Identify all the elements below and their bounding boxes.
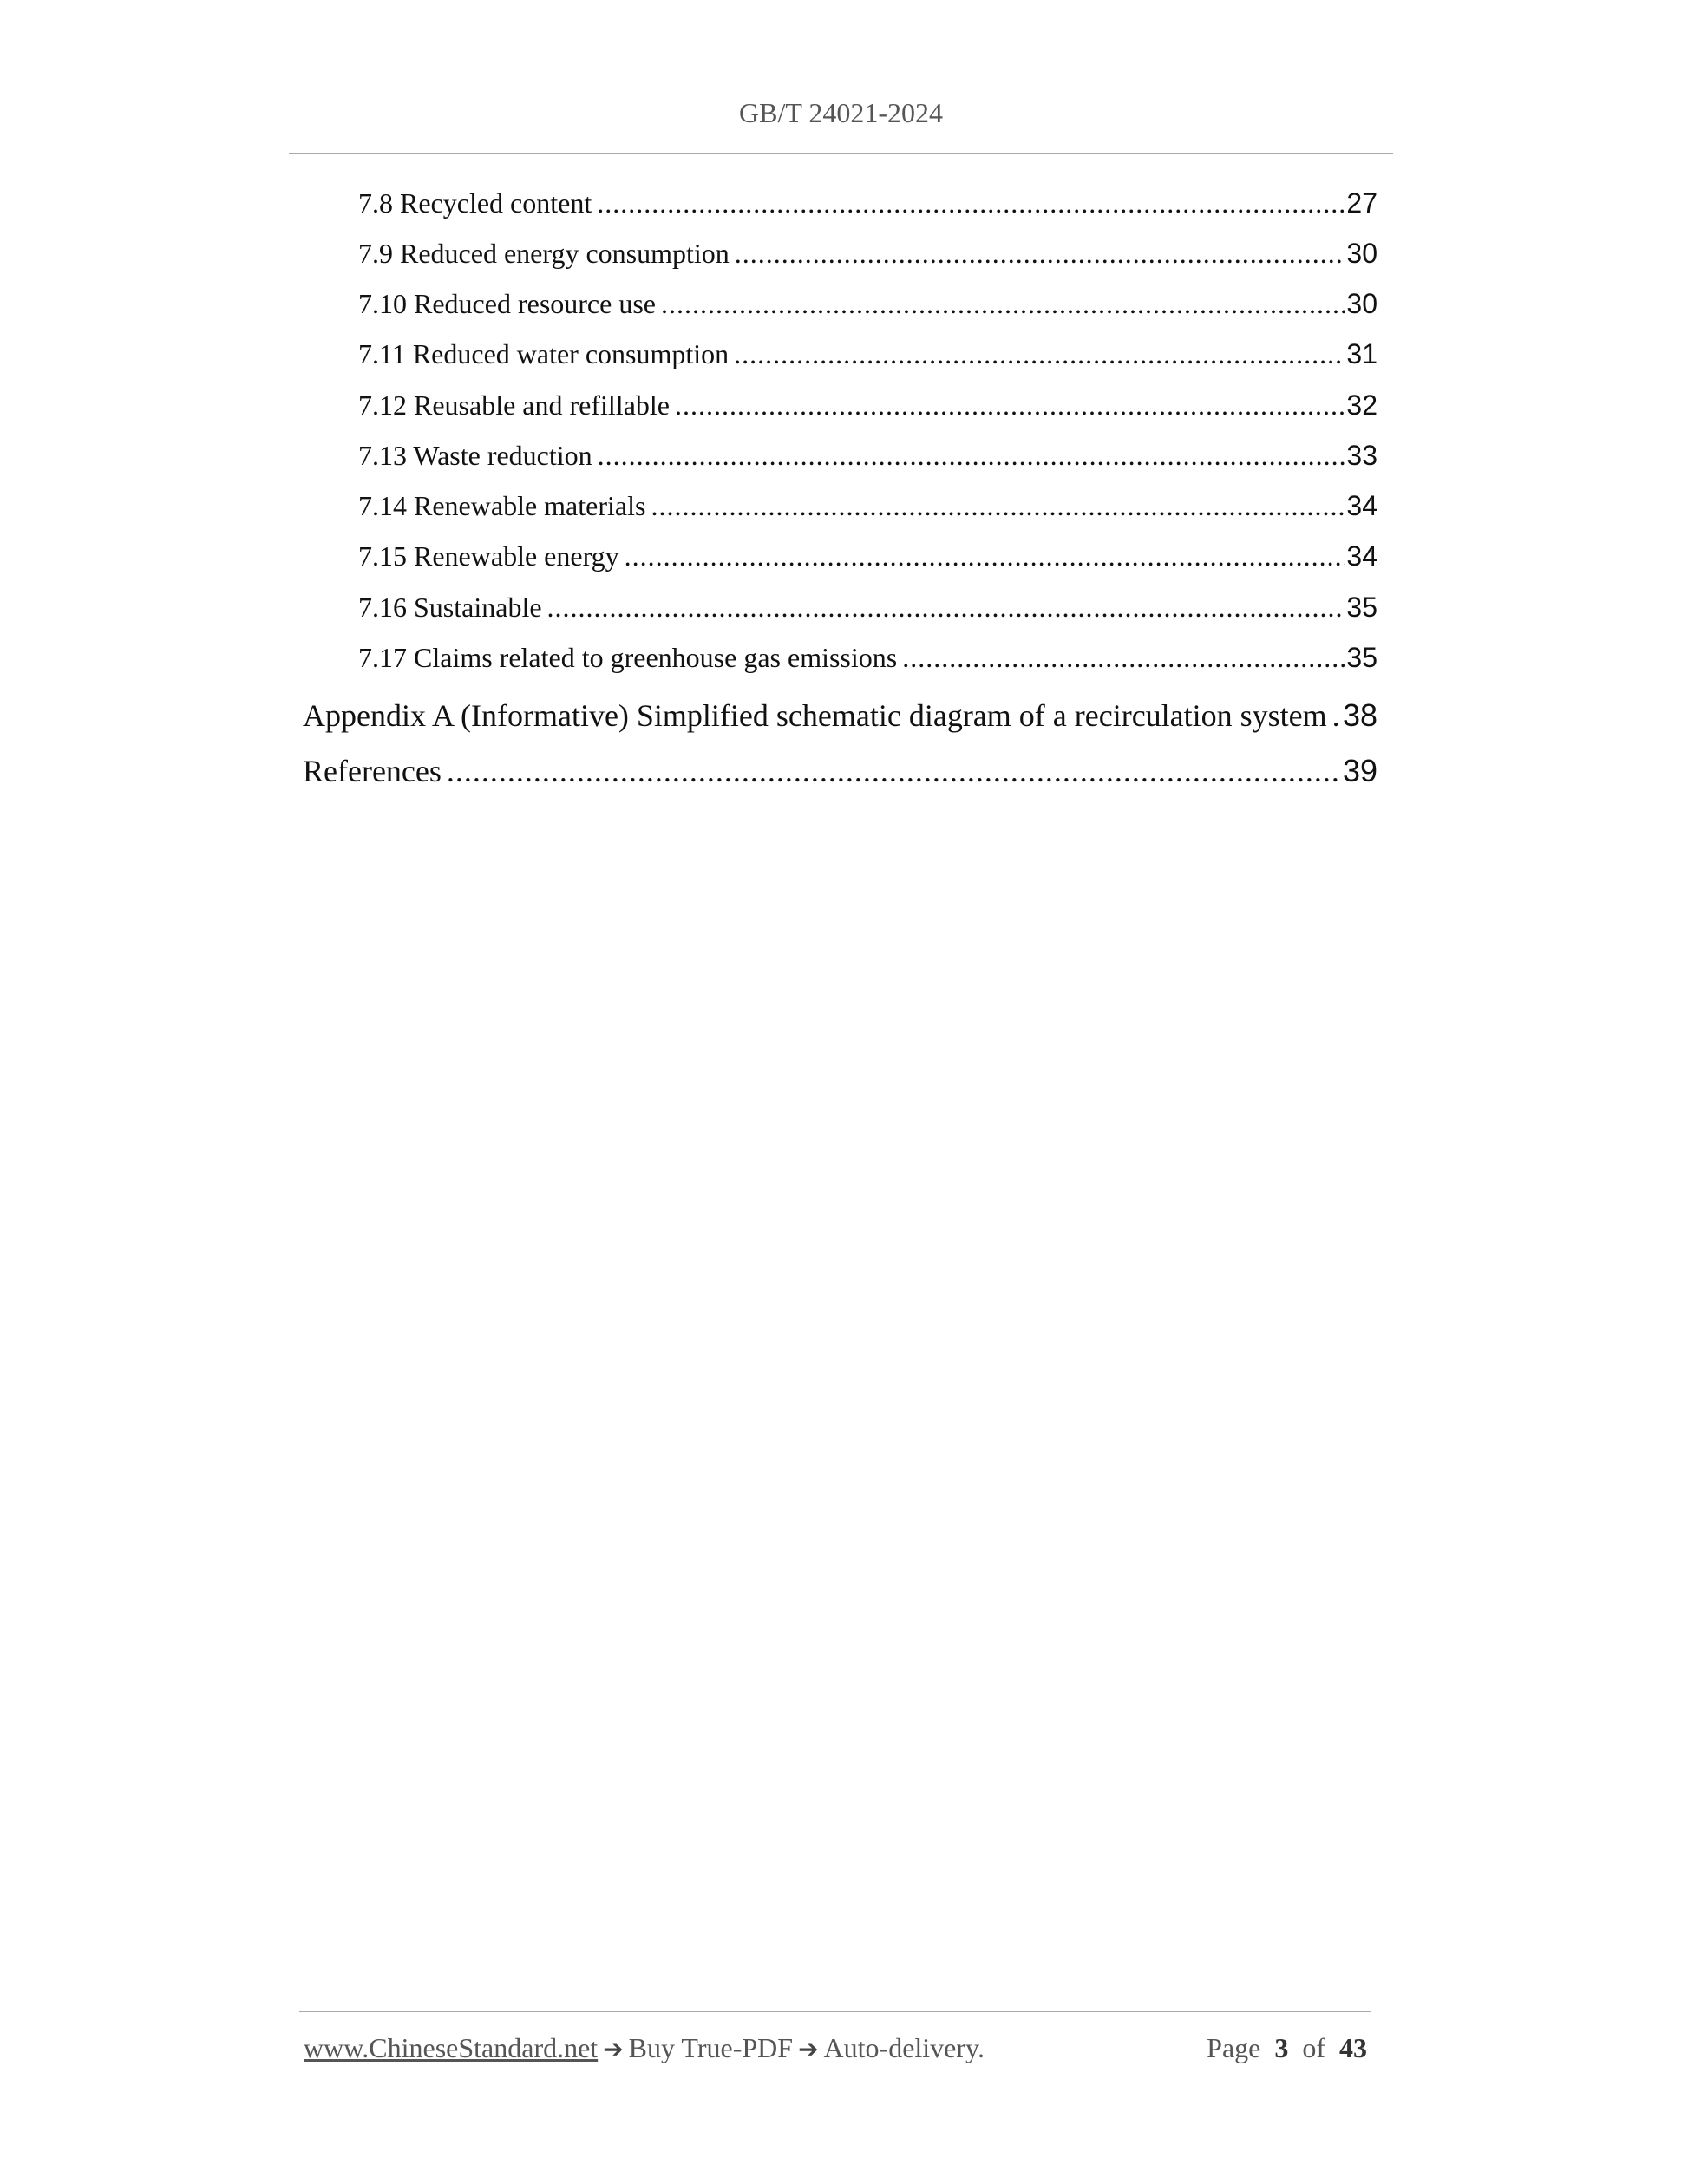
toc-leader-dots — [1332, 697, 1341, 734]
toc-entry-page: 35 — [1346, 642, 1377, 673]
toc-entry-title: 7.11 Reduced water consumption — [358, 338, 730, 369]
toc-entry-title: References — [303, 754, 442, 788]
page-current: 3 — [1274, 2032, 1289, 2063]
toc-leader-dots — [902, 642, 1345, 674]
toc-entry-title: 7.13 Waste reduction — [358, 440, 592, 471]
toc-entry-references[interactable] — [303, 753, 1377, 789]
toc-entry-7-16[interactable] — [358, 592, 1377, 624]
right-arrow-icon: ➔ — [798, 2035, 819, 2063]
toc-entry-page: 39 — [1342, 753, 1377, 788]
toc-entry-title: 7.10 Reduced resource use — [358, 288, 656, 319]
toc-entry-page: 33 — [1346, 440, 1377, 471]
toc-entry-page: 31 — [1346, 338, 1377, 369]
page-footer — [304, 2032, 1367, 2064]
of-word: of — [1302, 2032, 1325, 2063]
toc-entry-title: 7.15 Renewable energy — [358, 540, 619, 572]
toc-entry-page: 34 — [1346, 490, 1377, 521]
toc-leader-dots — [734, 338, 1345, 370]
footer-step-delivery: Auto-delivery. — [823, 2032, 985, 2063]
toc-entry-7-12[interactable] — [358, 389, 1377, 422]
toc-entry-appendix-a[interactable] — [303, 697, 1377, 734]
toc-leader-dots — [735, 238, 1345, 270]
toc-entry-7-9[interactable] — [358, 238, 1377, 270]
page-total: 43 — [1339, 2032, 1367, 2063]
toc-entry-title: 7.17 Claims related to greenhouse gas emissions — [358, 642, 898, 673]
toc-entry-page: 27 — [1346, 187, 1377, 219]
toc-entry-page: 38 — [1342, 697, 1377, 733]
site-link[interactable]: www.ChineseStandard.net — [304, 2032, 599, 2063]
footer-step-buy: Buy True-PDF — [628, 2032, 794, 2063]
toc-entry-title: 7.8 Recycled content — [358, 187, 592, 219]
toc-leader-dots — [597, 187, 1345, 219]
header-rule — [289, 153, 1393, 154]
toc-entry-title: Appendix A (Informative) Simplified schematic diagram of a recirculation system — [303, 698, 1327, 733]
toc-leader-dots — [661, 288, 1345, 320]
toc-entry-page: 35 — [1346, 592, 1377, 623]
page-word: Page — [1207, 2032, 1261, 2063]
toc-entry-page: 30 — [1346, 238, 1377, 269]
toc-entry-title: 7.14 Renewable materials — [358, 490, 646, 521]
toc-entry-7-15[interactable] — [358, 540, 1377, 572]
toc-leader-dots — [651, 490, 1345, 522]
toc-entry-title: 7.9 Reduced energy consumption — [358, 238, 730, 269]
footer-rule — [299, 2011, 1371, 2012]
toc-entry-page: 32 — [1346, 389, 1377, 421]
running-header: GB/T 24021-2024 — [739, 97, 943, 128]
toc-leader-dots — [675, 389, 1345, 422]
toc-entry-7-17[interactable] — [358, 642, 1377, 674]
toc-entry-page: 34 — [1346, 540, 1377, 572]
toc-leader-dots — [447, 753, 1341, 789]
toc-entry-title: 7.12 Reusable and refillable — [358, 389, 670, 421]
toc-entry-7-13[interactable] — [358, 440, 1377, 472]
toc-leader-dots — [547, 592, 1345, 624]
toc-entry-title: 7.16 Sustainable — [358, 592, 542, 623]
toc-entry-7-14[interactable] — [358, 490, 1377, 522]
toc-entry-7-8[interactable] — [358, 187, 1377, 219]
toc-leader-dots — [598, 440, 1345, 472]
toc-entry-7-11[interactable] — [358, 338, 1377, 370]
toc-entry-7-10[interactable] — [358, 288, 1377, 320]
footer-left — [304, 2032, 985, 2064]
page-number — [1207, 2032, 1367, 2064]
toc-entry-page: 30 — [1346, 288, 1377, 319]
toc-leader-dots — [625, 540, 1345, 572]
right-arrow-icon: ➔ — [603, 2035, 624, 2063]
